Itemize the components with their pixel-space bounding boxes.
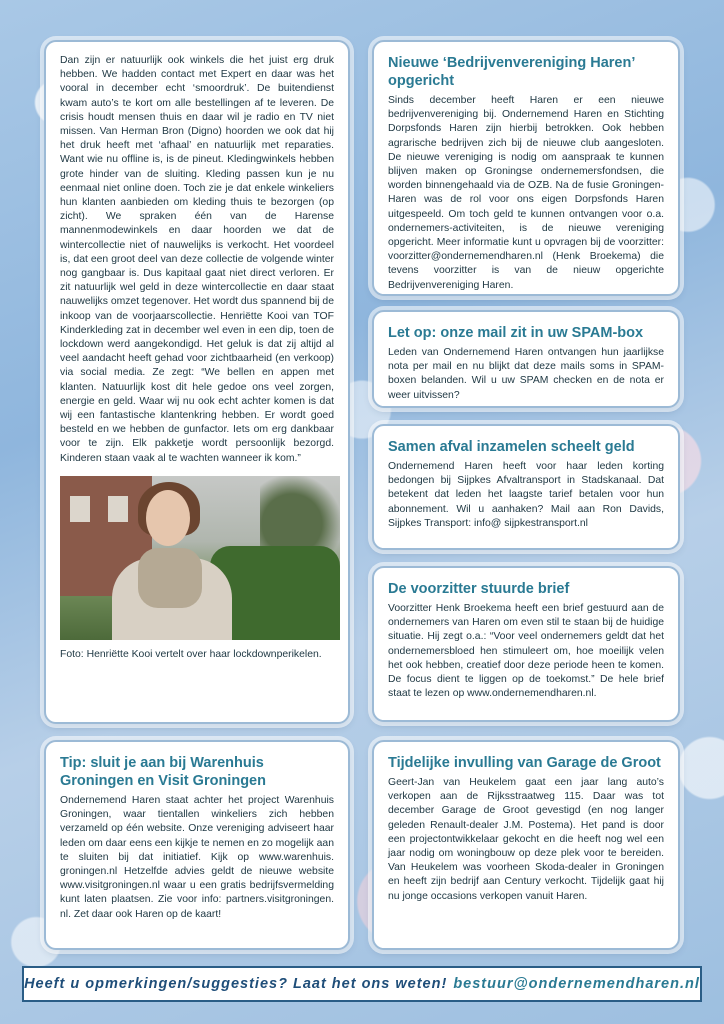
article-winkels-body: Dan zijn er natuurlijk ook winkels die het juist erg druk hebben. We hadden contact met Expert en daar was het vooral in december echt ‘smoordruk’. De buitendienst kwam auto’s te kort om alle bestellingen af te leveren. De crisis houdt mensen thuis en daar wil je radio en TV niet missen. Van Herman Bron (Digno) hoorden we ook dat hij het druk heeft met ‘afhaal’ en natuurlijk met reparaties. Want wie nu offline is, is de pineut. Kledingwinkels hebben grote hinder van de sluiting. Kleding passen kun je nu eenmaal niet online doen. Toch zie je dat enkele winkeliers hun klanten aanbieden om kleding thuis te bezorgen (op zicht). We spraken één van de Harense mannenmodewinkels en daar hoorden we dat de wintercollectie niet of nauwelijks is verkocht. Het voordeel is, dat een groot deel van deze collectie de volgende winter nog gangbaar is. Dus kapitaal gaat niet direct verloren. Er zit natuurlijk wel geld in deze wintercollectie en daar staat nauwelijks omzet tegenover. Het wordt dus spannend bij de inkoop van de voorjaarscollectie. Henriëtte Kooi van TOF Kinderkleding zat in december wel even in een dip, toen de lockdown werd aangekondigd. Het geluk is dat zij altijd al veel aandacht heeft gehad voor zichtbaarheid (en verkoop) via social media. Ze zegt: “We bellen en appen met klanten. Natuurlijk kost dit hele gedoe ons veel zorgen, energie en geld. Waar wij nu ook echt achter komen is dat wij een fantastische klantenkring hebben. Er wordt goed besteld en we hebben de gunfactor. Iets om erg dankbaar voor te zijn. Elk pakketje wordt persoonlijk bezorgd. Kinderen staan vaak al te wachten wanneer ik kom.” <box>60 55 334 464</box>
article-afval-card <box>372 424 680 550</box>
article-spam-card <box>372 310 680 408</box>
article-afval-body: Ondernemend Haren heeft voor haar leden korting bedongen bij Sijpkes Afvaltransport in Stadskanaal. Dat betekent dat leden het laagste tarief betalen voor hun abonnement. Wil u aanhaken? Mail aan Ron Davids, Sijpkes Transport: info@ sijpkestransport.nl <box>388 461 664 529</box>
article-garage-title: Tijdelijke invulling van Garage de Groot <box>388 755 661 771</box>
article-spam-title: Let op: onze mail zit in uw SPAM-box <box>388 325 644 341</box>
footer-text: Heeft u opmerkingen/suggesties? Laat het ons weten! <box>24 976 448 992</box>
article-voorzitter-body: Voorzitter Henk Broekema heeft een brief gestuurd aan de ondernemers van Haren om even stil te staan bij de huidige situatie. Hij zegt o.a.: “Voor veel ondernemers geldt dat het ondernemersbloed hen stimuleert om, hoe moeilijk velen het ook hebben, creatief door deze periode heen te komen. De focus dient te liggen op de toekomst.” De hele brief staat te lezen op www.ondernemendharen.nl. <box>388 603 664 700</box>
article-voorzitter-card <box>372 566 680 722</box>
footer-email-link[interactable]: bestuur@ondernemendharen.nl <box>453 976 700 992</box>
photo-caption: Foto: Henriëtte Kooi vertelt over haar lockdownperikelen. <box>60 648 322 660</box>
footer-banner <box>22 966 702 1002</box>
photo-henriette-kooi <box>60 476 340 640</box>
article-garage-card <box>372 740 680 950</box>
article-winkels-card <box>44 40 350 724</box>
article-afval-title: Samen afval inzamelen scheelt geld <box>388 439 635 455</box>
article-warenhuis-body: Ondernemend Haren staat achter het project Warenhuis Groningen, waar tientallen winkeliers zich hebben verzameld op één website. Onze vereniging adviseert haar leden om daar eens een kijkje te nemen en zo mogelijk aan te sluiten bij dat initiatief. Kijk op www.warenhuis. groningen.nl Hetzelfde advies geldt de nieuwe website www.visitgroningen.nl waar u een gratis bedrijfsvermelding kunt laten plaatsen. Zie voor info: partners.visitgroningen. nl. Zet daar ook Haren op de kaart! <box>60 795 334 920</box>
article-spam-body: Leden van Ondernemend Haren ontvangen hun jaarlijkse nota per mail en nu blijkt dat deze mails soms in SPAM-boxen belanden. Wil u uw SPAM checken en de nota er weer uitvissen? <box>388 347 664 401</box>
article-voorzitter-title: De voorzitter stuurde brief <box>388 581 570 597</box>
article-garage-body: Geert-Jan van Heukelem gaat een jaar lang auto’s verkopen aan de Rijksstraatweg 115. Daar was tot december Garage de Groot gevestigd (en nog langer geleden Renault-dealer J.M. Postema). Het pand is door een projectontwikkelaar gekocht en die heeft nog wel een jaar nodig om woningbouw op deze plek voor te bereiden. Van Heukelem was voorheen Skoda-dealer in Groningen en heeft zijn bedrijf aan Century verkocht. Tijdelijk gaat hij nu jonge occasions verkopen vanuit Haren. <box>388 777 664 902</box>
article-bedrijvenvereniging-title: Nieuwe ‘Bedrijvenvereniging Haren’ opgericht <box>388 55 635 89</box>
article-bedrijvenvereniging-body: Sinds december heeft Haren er een nieuwe bedrijvenvereniging bij. Ondernemend Haren en Stichting Dorpsfonds Haren zijn hierbij betrokken. Ook hebben agrarische bedrijven zich bij de nieuwe club aangesloten. De nieuwe vereniging is nodig om aanspraak te kunnen blijven maken op Groningse ondernemersfondsen, die worden binnengehaald via de OZB. Na de fusie Groningen-Haren was de rol voor ons eigen Dorpsfonds Haren uitgespeeld. Om toch geld te kunnen ontvangen voor o.a. ondernemers-activiteiten, is de nieuwe vereniging opgericht. Meer informatie kunt u opvragen bij de voorzitter: voorzitter@ondernemendharen.nl (Henk Broekema) die tevens voorzitter is van de nieuw opgerichte Bedrijvenvereniging Haren. <box>388 95 664 291</box>
article-warenhuis-title: Tip: sluit je aan bij Warenhuis Groningen en Visit Groningen <box>60 755 266 789</box>
article-bedrijvenvereniging-card <box>372 40 680 296</box>
article-warenhuis-card <box>44 740 350 950</box>
